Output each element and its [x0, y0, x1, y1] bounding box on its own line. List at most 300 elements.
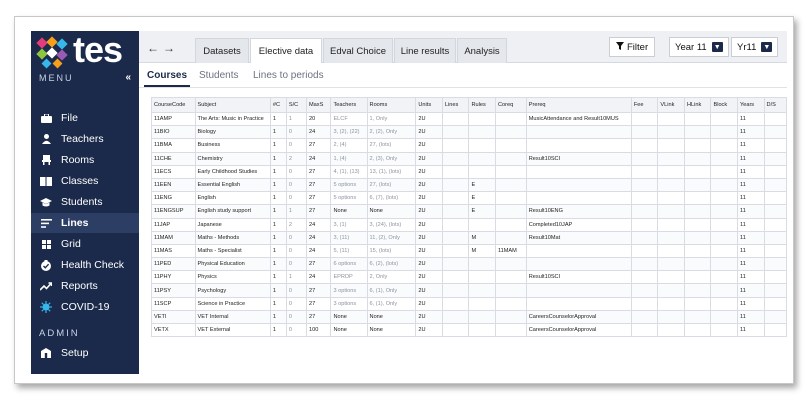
table-row[interactable]	[152, 284, 787, 297]
table-cell[interactable]: None	[367, 324, 416, 337]
table-cell[interactable]	[495, 165, 526, 178]
table-cell[interactable]	[684, 271, 711, 284]
table-cell[interactable]: 3, (24), (lots)	[367, 218, 416, 231]
table-cell[interactable]	[658, 152, 685, 165]
table-cell[interactable]	[764, 231, 786, 244]
column-header[interactable]: Rooms	[367, 98, 416, 113]
table-cell[interactable]	[495, 192, 526, 205]
table-cell[interactable]: 5 options	[331, 178, 367, 191]
subtab-students[interactable]: Students	[199, 70, 239, 81]
table-cell[interactable]: 11	[738, 297, 765, 310]
table-cell[interactable]: 1	[270, 152, 286, 165]
tab-line-results[interactable]: Line results	[394, 38, 456, 63]
table-cell[interactable]: 2U	[416, 178, 443, 191]
table-cell[interactable]: Essential English	[195, 178, 270, 191]
sidebar-item-teachers[interactable]	[31, 129, 139, 149]
table-cell[interactable]: 3, (2), (22)	[331, 126, 367, 139]
table-cell[interactable]: Result10Mat	[526, 231, 631, 244]
table-cell[interactable]	[764, 113, 786, 126]
table-cell[interactable]: 24	[307, 152, 331, 165]
table-cell[interactable]	[495, 113, 526, 126]
table-cell[interactable]: 2, (3), Only	[367, 152, 416, 165]
table-cell[interactable]	[469, 126, 496, 139]
table-cell[interactable]	[469, 139, 496, 152]
table-cell[interactable]: 11	[738, 165, 765, 178]
table-cell[interactable]	[658, 126, 685, 139]
table-cell[interactable]: VET External	[195, 324, 270, 337]
table-row[interactable]	[152, 324, 787, 337]
table-cell[interactable]	[526, 126, 631, 139]
table-cell[interactable]: 11PED	[152, 258, 196, 271]
table-cell[interactable]	[658, 192, 685, 205]
table-cell[interactable]: 1	[270, 284, 286, 297]
table-cell[interactable]: Result10SCI	[526, 152, 631, 165]
table-cell[interactable]	[442, 231, 469, 244]
table-cell[interactable]: Maths - Specialist	[195, 244, 270, 257]
table-row[interactable]	[152, 139, 787, 152]
table-cell[interactable]	[658, 218, 685, 231]
table-cell[interactable]	[526, 139, 631, 152]
table-cell[interactable]	[469, 113, 496, 126]
table-cell[interactable]	[658, 271, 685, 284]
table-cell[interactable]: 3, (11)	[331, 231, 367, 244]
table-cell[interactable]	[631, 192, 658, 205]
table-cell[interactable]: 6, (7), (lots)	[367, 192, 416, 205]
table-cell[interactable]: ELCF	[331, 113, 367, 126]
table-cell[interactable]: 6, (1), Only	[367, 284, 416, 297]
table-cell[interactable]: 2U	[416, 113, 443, 126]
table-cell[interactable]	[442, 284, 469, 297]
table-cell[interactable]: 2, (2), Only	[367, 126, 416, 139]
table-cell[interactable]: 2U	[416, 231, 443, 244]
table-cell[interactable]: 1	[286, 271, 306, 284]
table-cell[interactable]: 5, (11)	[331, 244, 367, 257]
table-cell[interactable]: 11	[738, 152, 765, 165]
table-cell[interactable]	[711, 271, 738, 284]
table-cell[interactable]: 11	[738, 310, 765, 323]
table-cell[interactable]	[711, 152, 738, 165]
table-cell[interactable]	[442, 192, 469, 205]
column-header[interactable]: Rules	[469, 98, 496, 113]
table-cell[interactable]: 11JAP	[152, 218, 196, 231]
table-cell[interactable]	[442, 310, 469, 323]
table-cell[interactable]	[526, 284, 631, 297]
table-cell[interactable]: 0	[286, 310, 306, 323]
table-cell[interactable]: None	[331, 324, 367, 337]
table-cell[interactable]	[495, 258, 526, 271]
table-cell[interactable]	[631, 297, 658, 310]
sidebar-item-lines[interactable]	[31, 213, 139, 233]
table-cell[interactable]	[495, 310, 526, 323]
table-cell[interactable]	[684, 165, 711, 178]
table-cell[interactable]	[631, 126, 658, 139]
table-cell[interactable]	[631, 258, 658, 271]
column-header[interactable]: MaxS	[307, 98, 331, 113]
table-cell[interactable]: 24	[307, 218, 331, 231]
table-cell[interactable]	[631, 271, 658, 284]
column-header[interactable]: Lines	[442, 98, 469, 113]
table-cell[interactable]	[631, 139, 658, 152]
table-cell[interactable]	[442, 126, 469, 139]
table-cell[interactable]: 11, (2), Only	[367, 231, 416, 244]
table-cell[interactable]	[658, 165, 685, 178]
table-cell[interactable]	[658, 324, 685, 337]
table-cell[interactable]: None	[367, 310, 416, 323]
table-cell[interactable]: 3 options	[331, 297, 367, 310]
table-cell[interactable]	[526, 297, 631, 310]
table-cell[interactable]: 11MAS	[152, 244, 196, 257]
table-cell[interactable]	[711, 218, 738, 231]
table-row[interactable]	[152, 113, 787, 126]
table-cell[interactable]	[764, 192, 786, 205]
sidebar-item-file[interactable]	[31, 108, 139, 128]
table-cell[interactable]: 11	[738, 271, 765, 284]
table-cell[interactable]	[658, 113, 685, 126]
table-cell[interactable]	[684, 310, 711, 323]
table-cell[interactable]	[469, 284, 496, 297]
table-row[interactable]	[152, 152, 787, 165]
table-cell[interactable]	[495, 205, 526, 218]
column-header[interactable]: Prereq	[526, 98, 631, 113]
table-cell[interactable]	[684, 139, 711, 152]
table-cell[interactable]	[495, 284, 526, 297]
table-cell[interactable]: 15, (lots)	[367, 244, 416, 257]
table-cell[interactable]: 11SCP	[152, 297, 196, 310]
table-cell[interactable]: 2U	[416, 218, 443, 231]
column-header[interactable]: #C	[270, 98, 286, 113]
table-cell[interactable]	[684, 152, 711, 165]
table-cell[interactable]: 11	[738, 139, 765, 152]
sidebar-item-students[interactable]	[31, 192, 139, 212]
table-cell[interactable]: 2U	[416, 192, 443, 205]
table-cell[interactable]	[469, 258, 496, 271]
table-cell[interactable]	[711, 310, 738, 323]
table-cell[interactable]: VETX	[152, 324, 196, 337]
table-cell[interactable]: E	[469, 205, 496, 218]
table-cell[interactable]	[469, 271, 496, 284]
table-cell[interactable]: Biology	[195, 126, 270, 139]
sidebar-item-grid[interactable]	[31, 234, 139, 254]
table-row[interactable]	[152, 258, 787, 271]
column-header[interactable]: Block	[711, 98, 738, 113]
table-cell[interactable]: 1	[270, 126, 286, 139]
table-cell[interactable]: 11ECS	[152, 165, 196, 178]
table-cell[interactable]	[442, 271, 469, 284]
table-cell[interactable]: 27	[307, 192, 331, 205]
table-cell[interactable]: 5 options	[331, 192, 367, 205]
table-cell[interactable]	[764, 165, 786, 178]
table-cell[interactable]: Business	[195, 139, 270, 152]
table-row[interactable]	[152, 218, 787, 231]
table-cell[interactable]	[711, 192, 738, 205]
table-cell[interactable]: Physical Education	[195, 258, 270, 271]
back-arrow-icon[interactable]: ←	[147, 41, 163, 55]
table-cell[interactable]	[684, 113, 711, 126]
table-cell[interactable]: Result10SCI	[526, 271, 631, 284]
table-cell[interactable]	[469, 218, 496, 231]
table-cell[interactable]: 3, (1)	[331, 218, 367, 231]
sidebar-item-setup[interactable]	[31, 343, 139, 363]
table-cell[interactable]: 11ENG	[152, 192, 196, 205]
column-header[interactable]: VLink	[658, 98, 685, 113]
table-cell[interactable]	[631, 284, 658, 297]
table-cell[interactable]: Early Childhood Studies	[195, 165, 270, 178]
column-header[interactable]: Years	[738, 98, 765, 113]
table-cell[interactable]: The Arts: Music in Practice	[195, 113, 270, 126]
sidebar-item-covid-19[interactable]	[31, 297, 139, 317]
table-cell[interactable]	[631, 218, 658, 231]
table-cell[interactable]: 11ENGSUP	[152, 205, 196, 218]
table-cell[interactable]: 1	[270, 271, 286, 284]
table-cell[interactable]: 11AMP	[152, 113, 196, 126]
table-cell[interactable]: Japanese	[195, 218, 270, 231]
table-cell[interactable]: 11BMA	[152, 139, 196, 152]
table-cell[interactable]	[495, 218, 526, 231]
table-cell[interactable]: 11	[738, 113, 765, 126]
table-cell[interactable]: 27	[307, 310, 331, 323]
table-cell[interactable]: 0	[286, 139, 306, 152]
table-cell[interactable]	[711, 126, 738, 139]
table-cell[interactable]	[684, 192, 711, 205]
table-row[interactable]	[152, 310, 787, 323]
cohort-select[interactable]	[731, 37, 778, 57]
table-cell[interactable]: CareersCounselorApproval	[526, 324, 631, 337]
table-cell[interactable]: 0	[286, 244, 306, 257]
table-cell[interactable]: 1	[286, 205, 306, 218]
table-cell[interactable]: M	[469, 244, 496, 257]
table-cell[interactable]: 27, (lots)	[367, 139, 416, 152]
table-cell[interactable]	[658, 139, 685, 152]
tab-analysis[interactable]: Analysis	[457, 38, 507, 63]
table-cell[interactable]: 11	[738, 284, 765, 297]
table-cell[interactable]: 1, (4)	[331, 152, 367, 165]
table-cell[interactable]	[495, 178, 526, 191]
table-cell[interactable]: 1	[270, 244, 286, 257]
table-cell[interactable]: 0	[286, 231, 306, 244]
table-cell[interactable]	[711, 297, 738, 310]
year-select[interactable]	[669, 37, 729, 57]
table-row[interactable]	[152, 271, 787, 284]
table-cell[interactable]	[495, 324, 526, 337]
table-cell[interactable]: 11	[738, 231, 765, 244]
table-row[interactable]	[152, 165, 787, 178]
column-header[interactable]: CourseCode	[152, 98, 196, 113]
table-cell[interactable]: 11	[738, 244, 765, 257]
table-cell[interactable]: 0	[286, 258, 306, 271]
table-cell[interactable]	[764, 324, 786, 337]
column-header[interactable]: Coreq	[495, 98, 526, 113]
table-cell[interactable]: 1, Only	[367, 113, 416, 126]
table-cell[interactable]: Chemistry	[195, 152, 270, 165]
table-cell[interactable]	[684, 218, 711, 231]
table-cell[interactable]: 1	[270, 178, 286, 191]
table-cell[interactable]	[684, 231, 711, 244]
table-cell[interactable]: 1	[270, 205, 286, 218]
table-cell[interactable]: 27	[307, 205, 331, 218]
table-cell[interactable]	[711, 324, 738, 337]
table-cell[interactable]	[764, 310, 786, 323]
table-row[interactable]	[152, 205, 787, 218]
table-cell[interactable]	[711, 165, 738, 178]
table-cell[interactable]: 0	[286, 165, 306, 178]
table-cell[interactable]: 2U	[416, 258, 443, 271]
sidebar-item-reports[interactable]	[31, 276, 139, 296]
table-cell[interactable]: E	[469, 178, 496, 191]
table-cell[interactable]: 24	[307, 271, 331, 284]
table-cell[interactable]: 0	[286, 284, 306, 297]
table-cell[interactable]: 0	[286, 297, 306, 310]
table-row[interactable]	[152, 192, 787, 205]
table-cell[interactable]	[442, 113, 469, 126]
table-cell[interactable]: 24	[307, 244, 331, 257]
table-cell[interactable]	[469, 297, 496, 310]
table-cell[interactable]: VETI	[152, 310, 196, 323]
sidebar-item-rooms[interactable]	[31, 150, 139, 170]
table-cell[interactable]: 0	[286, 324, 306, 337]
table-cell[interactable]: 1	[270, 324, 286, 337]
table-cell[interactable]	[764, 271, 786, 284]
table-cell[interactable]: 11BIO	[152, 126, 196, 139]
table-cell[interactable]: 11	[738, 178, 765, 191]
table-cell[interactable]	[711, 139, 738, 152]
table-cell[interactable]: 6, (1), Only	[367, 297, 416, 310]
table-cell[interactable]	[442, 205, 469, 218]
table-cell[interactable]: English study support	[195, 205, 270, 218]
table-cell[interactable]	[631, 205, 658, 218]
table-cell[interactable]	[631, 113, 658, 126]
table-cell[interactable]	[764, 284, 786, 297]
table-cell[interactable]: 6 options	[331, 258, 367, 271]
table-cell[interactable]: 11	[738, 126, 765, 139]
table-cell[interactable]: 2U	[416, 271, 443, 284]
table-cell[interactable]	[495, 271, 526, 284]
table-cell[interactable]: Physics	[195, 271, 270, 284]
table-cell[interactable]	[684, 258, 711, 271]
table-cell[interactable]	[684, 178, 711, 191]
table-cell[interactable]: 4, (1), (13)	[331, 165, 367, 178]
table-cell[interactable]	[658, 297, 685, 310]
table-cell[interactable]	[631, 244, 658, 257]
table-cell[interactable]	[442, 165, 469, 178]
sidebar-item-health-check[interactable]	[31, 255, 139, 275]
table-cell[interactable]	[684, 324, 711, 337]
table-cell[interactable]: VET Internal	[195, 310, 270, 323]
table-cell[interactable]	[469, 310, 496, 323]
table-cell[interactable]	[442, 178, 469, 191]
table-cell[interactable]	[526, 178, 631, 191]
table-cell[interactable]	[631, 165, 658, 178]
table-cell[interactable]: 1	[270, 139, 286, 152]
table-cell[interactable]	[684, 297, 711, 310]
table-cell[interactable]	[631, 324, 658, 337]
table-cell[interactable]: 11	[738, 205, 765, 218]
table-cell[interactable]: MusicAttendance and Result10MUS	[526, 113, 631, 126]
table-cell[interactable]: M	[469, 231, 496, 244]
table-cell[interactable]	[684, 126, 711, 139]
table-cell[interactable]: None	[331, 205, 367, 218]
table-cell[interactable]: 2U	[416, 152, 443, 165]
table-cell[interactable]	[442, 152, 469, 165]
tab-datasets[interactable]: Datasets	[195, 38, 249, 63]
table-cell[interactable]	[711, 244, 738, 257]
table-cell[interactable]	[442, 139, 469, 152]
table-cell[interactable]: 1	[270, 113, 286, 126]
table-cell[interactable]: 6, (2), (lots)	[367, 258, 416, 271]
table-cell[interactable]: 11	[738, 324, 765, 337]
table-cell[interactable]	[711, 113, 738, 126]
table-row[interactable]	[152, 297, 787, 310]
table-cell[interactable]: Psychology	[195, 284, 270, 297]
column-header[interactable]: Subject	[195, 98, 270, 113]
column-header[interactable]: S/C	[286, 98, 306, 113]
table-cell[interactable]	[711, 231, 738, 244]
table-cell[interactable]: None	[367, 205, 416, 218]
table-cell[interactable]: 2U	[416, 297, 443, 310]
table-cell[interactable]: 24	[307, 231, 331, 244]
table-cell[interactable]: 27	[307, 165, 331, 178]
table-cell[interactable]: None	[331, 310, 367, 323]
table-cell[interactable]: 3 options	[331, 284, 367, 297]
table-cell[interactable]	[631, 178, 658, 191]
table-row[interactable]	[152, 178, 787, 191]
table-cell[interactable]: 11PSY	[152, 284, 196, 297]
table-cell[interactable]	[764, 218, 786, 231]
table-cell[interactable]: 100	[307, 324, 331, 337]
collapse-menu-icon[interactable]: «	[125, 72, 131, 83]
table-cell[interactable]	[631, 152, 658, 165]
table-cell[interactable]: Completed10JAP	[526, 218, 631, 231]
table-cell[interactable]	[442, 218, 469, 231]
table-cell[interactable]: 27	[307, 258, 331, 271]
table-cell[interactable]: 11	[738, 258, 765, 271]
table-cell[interactable]	[764, 152, 786, 165]
column-header[interactable]: D/S	[764, 98, 786, 113]
table-cell[interactable]: 11MAM	[152, 231, 196, 244]
table-cell[interactable]	[711, 258, 738, 271]
table-cell[interactable]: 2U	[416, 205, 443, 218]
table-cell[interactable]: 0	[286, 178, 306, 191]
table-cell[interactable]	[658, 231, 685, 244]
table-cell[interactable]	[631, 310, 658, 323]
table-cell[interactable]: Maths - Methods	[195, 231, 270, 244]
table-cell[interactable]	[711, 205, 738, 218]
table-cell[interactable]: 11EEN	[152, 178, 196, 191]
table-cell[interactable]: 2U	[416, 126, 443, 139]
table-cell[interactable]: 2U	[416, 284, 443, 297]
table-cell[interactable]: 1	[270, 231, 286, 244]
table-cell[interactable]: 11	[738, 218, 765, 231]
table-cell[interactable]: 11CHE	[152, 152, 196, 165]
table-cell[interactable]: 0	[286, 192, 306, 205]
subtab-lines-to-periods[interactable]: Lines to periods	[253, 70, 324, 81]
column-header[interactable]: Units	[416, 98, 443, 113]
table-cell[interactable]	[764, 126, 786, 139]
table-cell[interactable]	[495, 231, 526, 244]
table-cell[interactable]: EPRDP	[331, 271, 367, 284]
table-cell[interactable]	[658, 178, 685, 191]
table-cell[interactable]: 2U	[416, 310, 443, 323]
table-cell[interactable]: 2U	[416, 165, 443, 178]
subtab-courses[interactable]: Courses	[147, 70, 188, 81]
table-cell[interactable]	[442, 244, 469, 257]
table-cell[interactable]: 13, (1), (lots)	[367, 165, 416, 178]
table-cell[interactable]: 2, Only	[367, 271, 416, 284]
table-row[interactable]	[152, 244, 787, 257]
table-cell[interactable]	[469, 152, 496, 165]
table-cell[interactable]: 2U	[416, 324, 443, 337]
table-cell[interactable]: 27	[307, 284, 331, 297]
table-cell[interactable]	[658, 310, 685, 323]
